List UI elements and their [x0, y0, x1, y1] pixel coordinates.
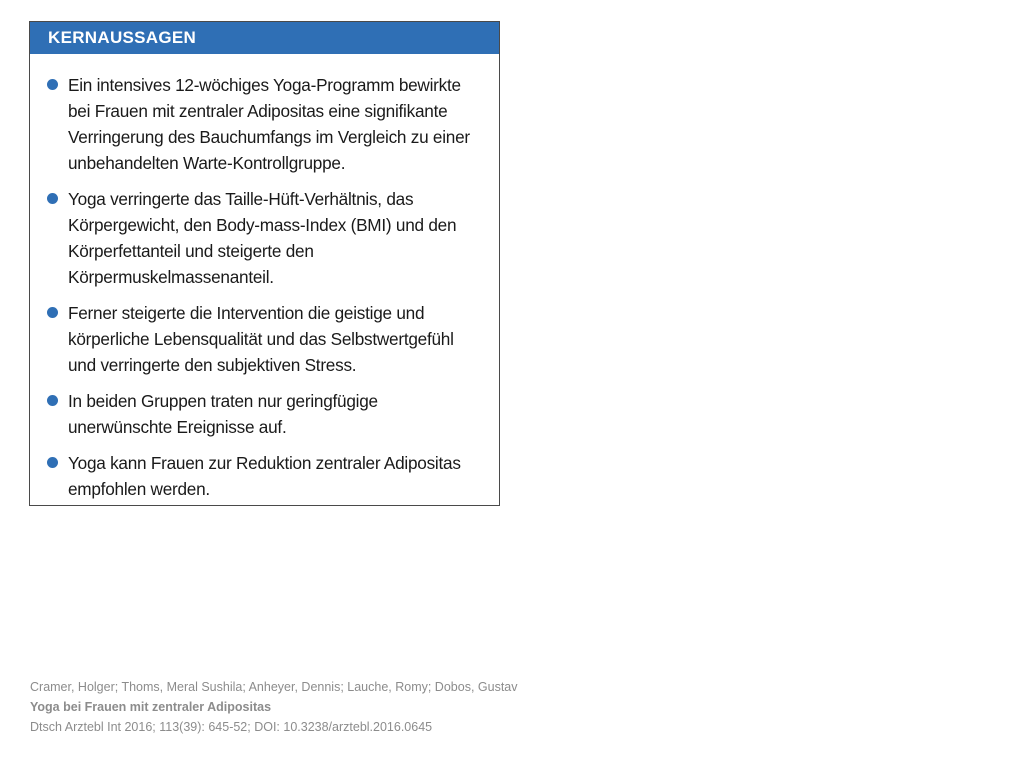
bullet-dot-icon — [47, 193, 58, 204]
citation-title: Yoga bei Frauen mit zentraler Adipositas — [30, 700, 272, 714]
box-header: KERNAUSSAGEN — [30, 22, 499, 54]
bullet-dot-icon — [47, 395, 58, 406]
bullet-item — [30, 300, 499, 378]
bullet-text: Ein intensives 12-wöchiges Yoga-Programm bewirkte bei Frauen mit zentraler Adipositas eine signifikante Verringerung des Bauchumfangs im Vergleich zu einer unbehandelten Warte-Kontrollgruppe. — [68, 75, 470, 173]
key-statements-box — [29, 21, 500, 506]
bullet-dot-icon — [47, 457, 58, 468]
bullet-text: Yoga verringerte das Taille-Hüft-Verhältnis, das Körpergewicht, den Body-mass-Index (BMI) und den Körperfettanteil und steigerte den Körpermuskelmassenanteil. — [68, 189, 457, 287]
bullet-text: In beiden Gruppen traten nur geringfügige unerwünschte Ereignisse auf. — [68, 391, 378, 437]
bullet-dot-icon — [47, 307, 58, 318]
bullet-item — [30, 72, 499, 176]
bullet-list — [30, 72, 499, 512]
citation-authors: Cramer, Holger; Thoms, Meral Sushila; Anheyer, Dennis; Lauche, Romy; Dobos, Gustav — [30, 680, 518, 694]
bullet-text: Ferner steigerte die Intervention die geistige und körperliche Lebensqualität und das Selbstwertgefühl und verringerte den subjektiven Stress. — [68, 303, 454, 375]
bullet-dot-icon — [47, 79, 58, 90]
bullet-item — [30, 186, 499, 290]
bullet-item — [30, 388, 499, 440]
bullet-text: Yoga kann Frauen zur Reduktion zentraler Adipositas empfohlen werden. — [68, 453, 461, 499]
bullet-item — [30, 450, 499, 502]
citation-source: Dtsch Arztebl Int 2016; 113(39): 645-52; DOI: 10.3238/arztebl.2016.0645 — [30, 720, 433, 734]
citation — [30, 677, 518, 737]
